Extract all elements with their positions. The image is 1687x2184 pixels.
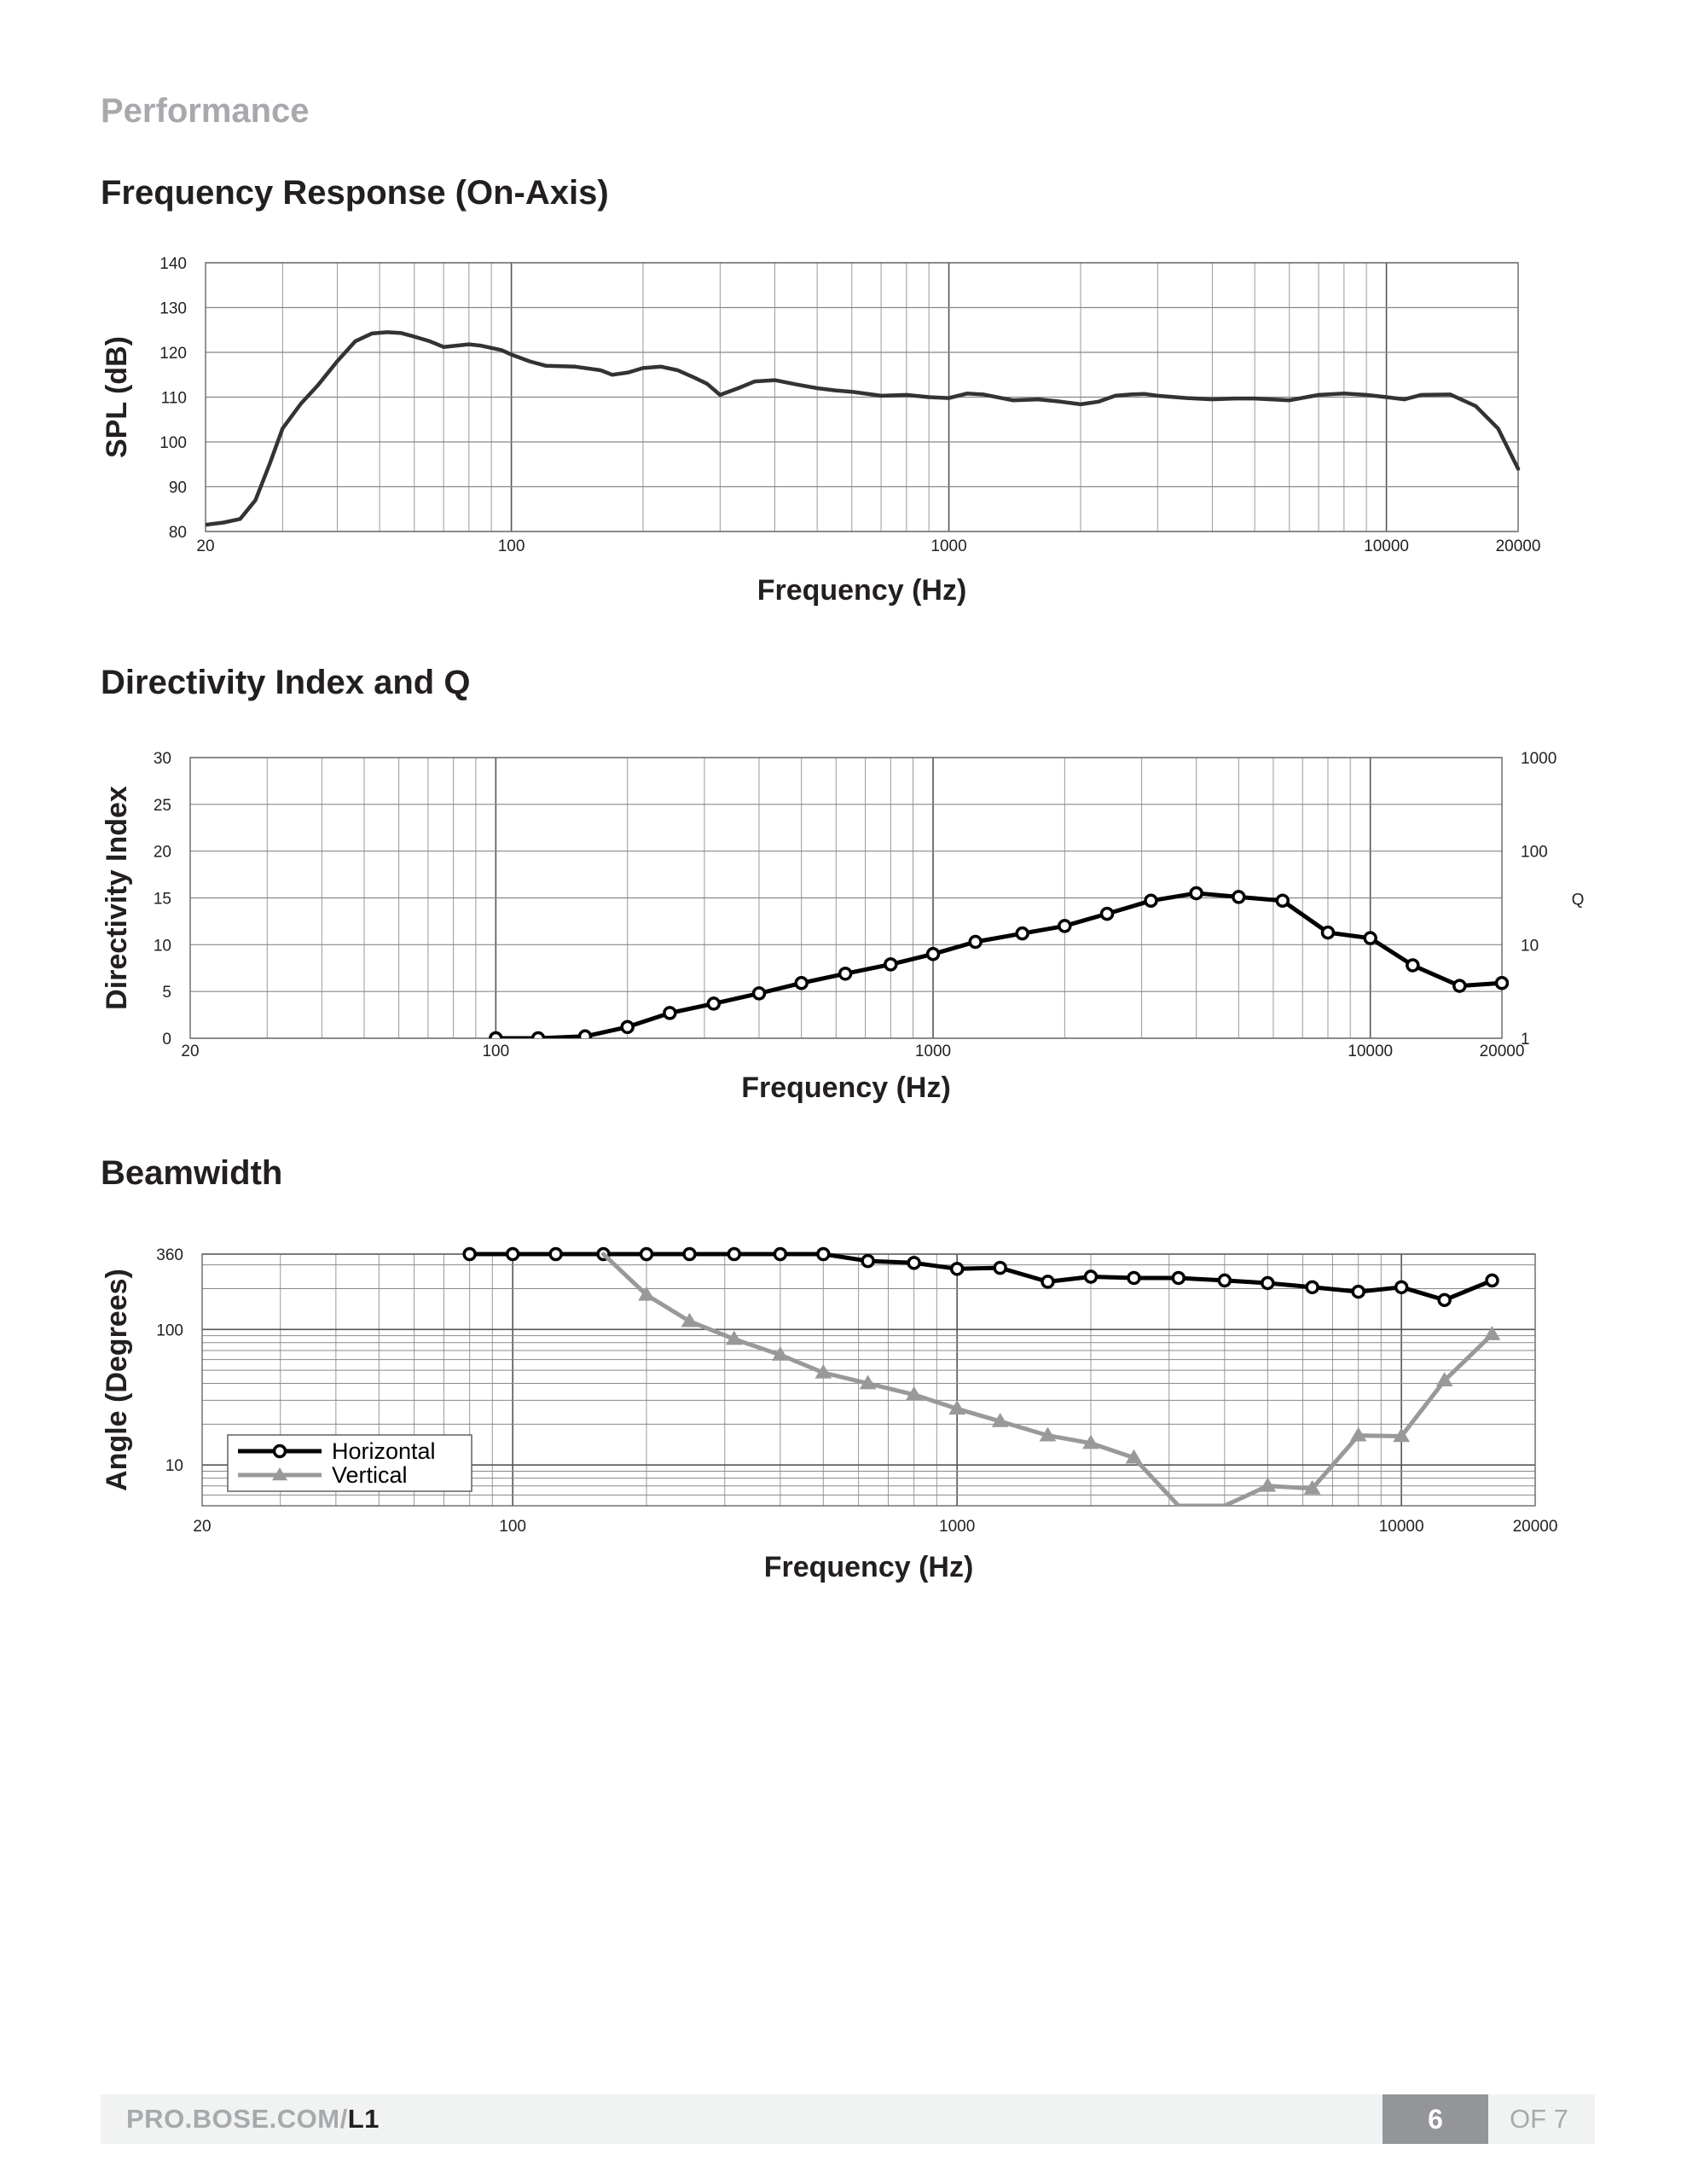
grid: [206, 263, 1518, 531]
data-point: [796, 978, 807, 989]
series-0: [490, 888, 1508, 1044]
data-point: [1439, 1294, 1450, 1305]
data-point: [1487, 1275, 1498, 1286]
y-tick-label: 130: [159, 299, 187, 318]
data-point: [1042, 1276, 1053, 1287]
data-point: [1102, 909, 1113, 920]
chart-title-directivity: Directivity Index and Q: [101, 664, 471, 701]
x-axis-title: Frequency (Hz): [763, 1551, 974, 1583]
data-point: [928, 949, 939, 960]
data-point: [507, 1249, 519, 1260]
legend-label: Horizontal: [332, 1438, 436, 1464]
y-tick-label: 110: [160, 389, 187, 408]
x-tick-label: 10000: [1348, 1043, 1394, 1060]
data-point: [684, 1249, 695, 1260]
data-point: [908, 1258, 919, 1269]
x-axis-title: Frequency (Hz): [757, 574, 967, 607]
y-tick-label: 100: [156, 1321, 183, 1340]
x-tick-label: 100: [497, 537, 525, 555]
data-point: [840, 968, 851, 979]
x-tick-label: 20000: [1479, 1043, 1525, 1060]
data-point: [550, 1249, 561, 1260]
y2-tick-label: 1000: [1521, 750, 1557, 768]
y-tick-label: 360: [156, 1246, 183, 1264]
data-point: [1191, 888, 1202, 899]
data-point: [1233, 892, 1244, 903]
x-tick-label: 20: [196, 537, 215, 555]
x-tick-label: 1000: [914, 1043, 952, 1060]
y-tick-label: 100: [159, 434, 187, 452]
data-point: [1173, 1272, 1184, 1283]
data-point: [579, 1031, 590, 1042]
data-point: [728, 1249, 739, 1260]
data-point: [994, 1263, 1006, 1274]
data-point: [1454, 980, 1465, 991]
data-point: [970, 937, 981, 948]
x-tick-label: 100: [482, 1043, 510, 1060]
y-tick-label: 10: [165, 1457, 183, 1476]
data-point: [1485, 1327, 1500, 1339]
x-tick-label: 1000: [939, 1518, 976, 1536]
footer-url[interactable]: [126, 2104, 380, 2135]
data-point: [1396, 1281, 1407, 1292]
footer-page-number: 6: [1383, 2094, 1488, 2144]
legend-label: Vertical: [332, 1462, 408, 1488]
y-tick-label: 5: [162, 984, 171, 1002]
series-line: [496, 893, 1502, 1038]
y-tick-label: 30: [153, 750, 171, 768]
y2-tick-label: 100: [1521, 843, 1548, 862]
series-0: [206, 332, 1518, 525]
data-point: [622, 1021, 633, 1032]
y-tick-label: 90: [168, 479, 187, 497]
data-point: [1145, 895, 1157, 906]
data-point: [1086, 1271, 1097, 1282]
section-title: Performance: [101, 92, 310, 130]
legend-marker: [275, 1446, 286, 1457]
data-point: [952, 1263, 963, 1275]
data-point: [885, 959, 896, 970]
y-axis-title: Directivity Index: [101, 786, 133, 1010]
x-axis-title: Frequency (Hz): [741, 1072, 951, 1104]
y-tick-label: 15: [153, 890, 171, 909]
y2-tick-label: 10: [1521, 937, 1539, 956]
data-point: [1497, 978, 1508, 989]
data-point: [753, 988, 764, 999]
footer-url-suffix: L1: [347, 2104, 380, 2134]
x-tick-label: 20: [193, 1518, 212, 1536]
data-point: [1128, 1272, 1139, 1283]
y-tick-label: 25: [153, 796, 171, 815]
y-tick-label: 10: [153, 937, 171, 956]
y2-axis-title: Q: [1571, 891, 1585, 909]
y-axis-title: Angle (Degrees): [101, 1269, 133, 1491]
footer-url-prefix: PRO.BOSE.COM/: [126, 2104, 348, 2134]
data-point: [1365, 932, 1376, 944]
grid: [190, 758, 1502, 1038]
y-tick-label: 140: [159, 255, 187, 273]
data-point: [533, 1033, 544, 1044]
y-tick-label: 20: [153, 843, 171, 862]
x-tick-label: 20: [181, 1043, 200, 1060]
data-point: [1322, 927, 1333, 938]
series-line: [206, 332, 1518, 525]
beamwidth-chart: [0, 1228, 1687, 1604]
x-tick-label: 10000: [1378, 1518, 1424, 1536]
data-point: [1017, 928, 1028, 939]
data-point: [1219, 1275, 1230, 1286]
data-point: [1262, 1277, 1273, 1288]
directivity-index-chart: [0, 739, 1687, 1114]
data-point: [1277, 895, 1288, 906]
footer-page-total: OF 7: [1510, 2104, 1568, 2134]
frequency-response-chart: [0, 247, 1687, 623]
legend: [228, 1435, 472, 1491]
y-tick-label: 120: [159, 345, 187, 363]
data-point: [862, 1256, 873, 1267]
y-tick-label: 0: [162, 1031, 171, 1048]
x-tick-label: 10000: [1364, 537, 1409, 555]
data-point: [818, 1249, 829, 1260]
data-point: [1307, 1281, 1318, 1292]
series-horizontal: [464, 1249, 1498, 1306]
series-line: [470, 1254, 1493, 1300]
data-point: [1407, 960, 1418, 971]
y-tick-label: 80: [168, 524, 187, 542]
x-tick-label: 20000: [1512, 1518, 1558, 1536]
chart-title-beamwidth: Beamwidth: [101, 1154, 283, 1192]
x-tick-label: 100: [499, 1518, 527, 1536]
data-point: [464, 1249, 475, 1260]
data-point: [1353, 1287, 1364, 1298]
data-point: [641, 1249, 652, 1260]
x-tick-label: 1000: [930, 537, 967, 555]
y-axis-title: SPL (dB): [101, 336, 133, 458]
chart-title-frequency-response: Frequency Response (On-Axis): [101, 174, 609, 212]
data-point: [774, 1249, 786, 1260]
data-point: [1059, 921, 1070, 932]
data-point: [708, 998, 719, 1009]
data-point: [664, 1008, 675, 1019]
y2-tick-label: 1: [1521, 1031, 1530, 1048]
x-tick-label: 20000: [1495, 537, 1541, 555]
